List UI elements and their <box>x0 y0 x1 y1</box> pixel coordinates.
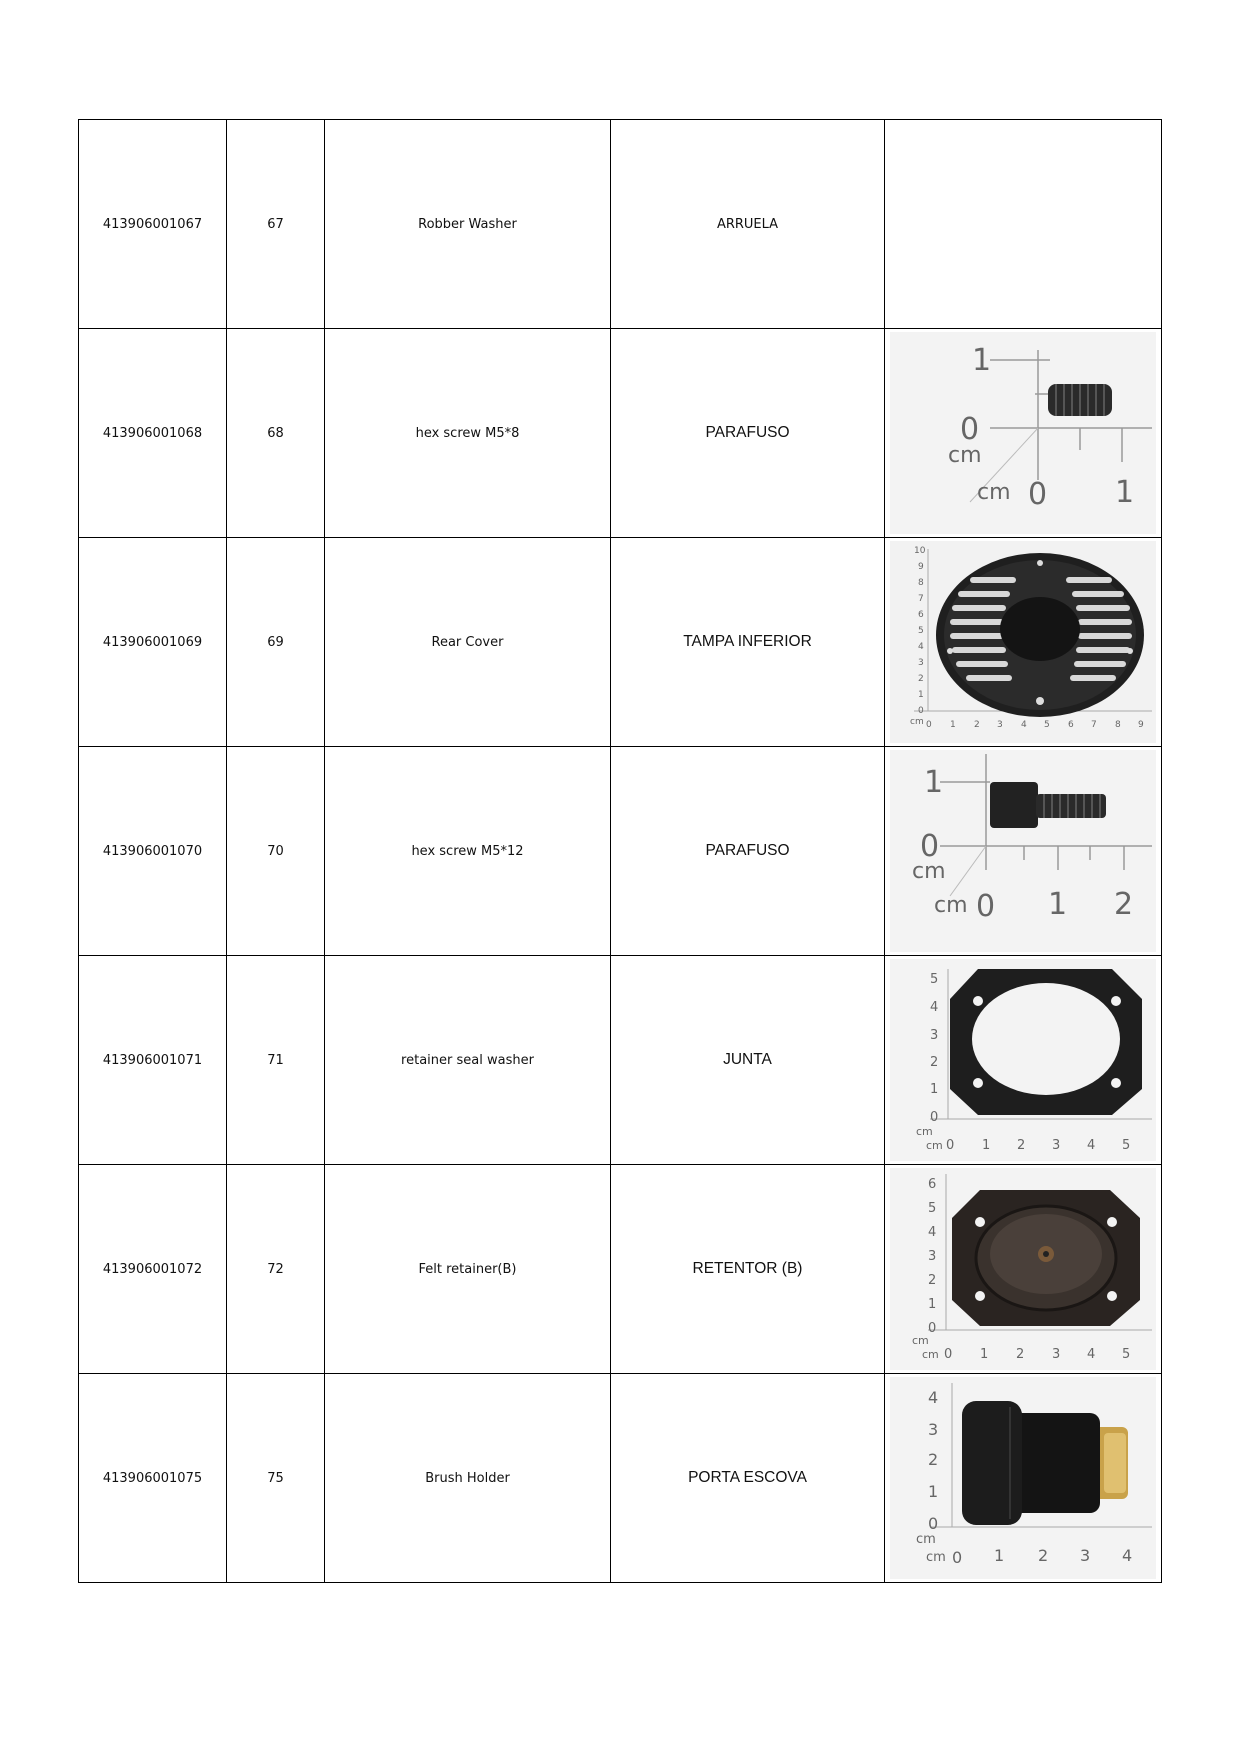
brush-holder-photo <box>890 1377 1156 1579</box>
scale-unit-label: cm <box>948 443 982 468</box>
scale-label: 2 <box>928 1273 937 1288</box>
description-portuguese: ARRUELA <box>611 120 885 329</box>
scale-label: 7 <box>918 594 924 604</box>
item-number: 71 <box>227 956 325 1165</box>
scale-label: 1 <box>982 1138 991 1153</box>
scale-label: 0 <box>920 829 940 864</box>
scale-label: 1 <box>928 1482 939 1501</box>
scale-label: 4 <box>928 1388 939 1407</box>
scale-unit-label: cm <box>910 717 924 727</box>
felt-retainer-photo <box>890 1168 1156 1370</box>
scale-unit-label: cm <box>916 1532 936 1547</box>
scale-label: 1 <box>994 1546 1005 1565</box>
description-portuguese: JUNTA <box>611 956 885 1165</box>
item-number: 72 <box>227 1165 325 1374</box>
scale-label: 6 <box>928 1177 937 1192</box>
part-photo-cell <box>885 1165 1162 1374</box>
scale-label: 5 <box>1122 1138 1131 1153</box>
description-english: Robber Washer <box>325 120 611 329</box>
scale-label: 0 <box>928 1321 937 1336</box>
scale-unit-label: cm <box>912 859 946 884</box>
scale-label: 9 <box>918 562 924 572</box>
scale-label: 4 <box>1021 720 1027 730</box>
scale-label: 4 <box>1087 1347 1096 1362</box>
scale-label: 3 <box>1052 1347 1061 1362</box>
scale-label: 1 <box>980 1347 989 1362</box>
table-row <box>79 747 1162 956</box>
part-photo-cell <box>885 747 1162 956</box>
scale-label: 5 <box>1044 720 1050 730</box>
scale-label: 3 <box>930 1028 939 1043</box>
parts-table <box>78 119 1162 1583</box>
scale-label: 1 <box>918 690 924 700</box>
part-photo-cell <box>885 1374 1162 1583</box>
scale-label: 8 <box>918 578 924 588</box>
scale-label: 4 <box>1087 1138 1096 1153</box>
scale-label: 8 <box>1115 720 1121 730</box>
scale-label: 2 <box>974 720 980 730</box>
scale-unit-label: cm <box>926 1550 946 1565</box>
scale-label: 5 <box>930 972 939 987</box>
description-english: Felt retainer(B) <box>325 1165 611 1374</box>
scale-unit-label: cm <box>912 1334 929 1347</box>
scale-label: 2 <box>918 674 924 684</box>
table-row <box>79 956 1162 1165</box>
description-english: retainer seal washer <box>325 956 611 1165</box>
part-code: 413906001067 <box>79 120 227 329</box>
description-english: Rear Cover <box>325 538 611 747</box>
scale-label: 2 <box>928 1450 939 1469</box>
gasket-photo <box>890 959 1156 1161</box>
rear-cover-photo <box>890 541 1156 743</box>
part-code: 413906001075 <box>79 1374 227 1583</box>
scale-label: 0 <box>1028 477 1048 512</box>
scale-label: 0 <box>952 1548 963 1567</box>
scale-label: 3 <box>1080 1546 1091 1565</box>
scale-label: 3 <box>918 658 924 668</box>
scale-unit-label: cm <box>977 480 1011 505</box>
scale-label: 2 <box>1038 1546 1049 1565</box>
scale-label: 1 <box>928 1297 937 1312</box>
scale-label: 3 <box>997 720 1003 730</box>
scale-label: 2 <box>1017 1138 1026 1153</box>
part-code: 413906001068 <box>79 329 227 538</box>
scale-label: 0 <box>930 1110 939 1125</box>
description-portuguese: PARAFUSO <box>611 747 885 956</box>
table-row <box>79 538 1162 747</box>
part-code: 413906001069 <box>79 538 227 747</box>
description-english: hex screw M5*8 <box>325 329 611 538</box>
scale-label: 0 <box>960 412 980 447</box>
scale-label: 5 <box>918 626 924 636</box>
table-row <box>79 1374 1162 1583</box>
item-number: 70 <box>227 747 325 956</box>
description-portuguese: TAMPA INFERIOR <box>611 538 885 747</box>
scale-label: 6 <box>1068 720 1074 730</box>
scale-unit-label: cm <box>916 1125 933 1138</box>
cap-screw-photo <box>890 750 1156 952</box>
description-portuguese: PORTA ESCOVA <box>611 1374 885 1583</box>
part-photo-empty <box>885 120 1162 329</box>
scale-label: 5 <box>1122 1347 1131 1362</box>
description-english: Brush Holder <box>325 1374 611 1583</box>
scale-label: 3 <box>1052 1138 1061 1153</box>
scale-label: 3 <box>928 1420 939 1439</box>
scale-label: 1 <box>924 765 944 800</box>
scale-label: 6 <box>918 610 924 620</box>
part-photo-cell <box>885 329 1162 538</box>
scale-label: 5 <box>928 1201 937 1216</box>
scale-label: 0 <box>976 889 996 924</box>
scale-label: 4 <box>930 1000 939 1015</box>
scale-label: 1 <box>950 720 956 730</box>
scale-label: 0 <box>946 1138 955 1153</box>
scale-unit-label: cm <box>934 893 968 918</box>
scale-label: 1 <box>1115 475 1135 510</box>
table-row <box>79 1165 1162 1374</box>
scale-label: 9 <box>1138 720 1144 730</box>
scale-label: 0 <box>928 1514 939 1533</box>
part-code: 413906001072 <box>79 1165 227 1374</box>
scale-label: 0 <box>944 1347 953 1362</box>
scale-unit-label: cm <box>922 1348 939 1361</box>
scale-label: 4 <box>1122 1546 1133 1565</box>
item-number: 69 <box>227 538 325 747</box>
part-photo-cell <box>885 956 1162 1165</box>
scale-label: 1 <box>972 343 992 378</box>
scale-label: 3 <box>928 1249 937 1264</box>
scale-label: 2 <box>1016 1347 1025 1362</box>
scale-label: 4 <box>918 642 924 652</box>
part-photo-cell <box>885 538 1162 747</box>
scale-label: 7 <box>1091 720 1097 730</box>
scale-label: 0 <box>926 720 932 730</box>
description-portuguese: PARAFUSO <box>611 329 885 538</box>
item-number: 68 <box>227 329 325 538</box>
scale-label: 1 <box>1048 887 1068 922</box>
set-screw-photo <box>890 332 1156 534</box>
part-code: 413906001070 <box>79 747 227 956</box>
part-code: 413906001071 <box>79 956 227 1165</box>
scale-label: 2 <box>930 1055 939 1070</box>
scale-label: 0 <box>918 706 924 716</box>
scale-label: 10 <box>914 546 926 556</box>
table-row <box>79 329 1162 538</box>
scale-label: 1 <box>930 1082 939 1097</box>
description-portuguese: RETENTOR (B) <box>611 1165 885 1374</box>
table-row <box>79 120 1162 329</box>
item-number: 75 <box>227 1374 325 1583</box>
scale-unit-label: cm <box>926 1139 943 1152</box>
item-number: 67 <box>227 120 325 329</box>
scale-label: 4 <box>928 1225 937 1240</box>
description-english: hex screw M5*12 <box>325 747 611 956</box>
scale-label: 2 <box>1114 887 1134 922</box>
